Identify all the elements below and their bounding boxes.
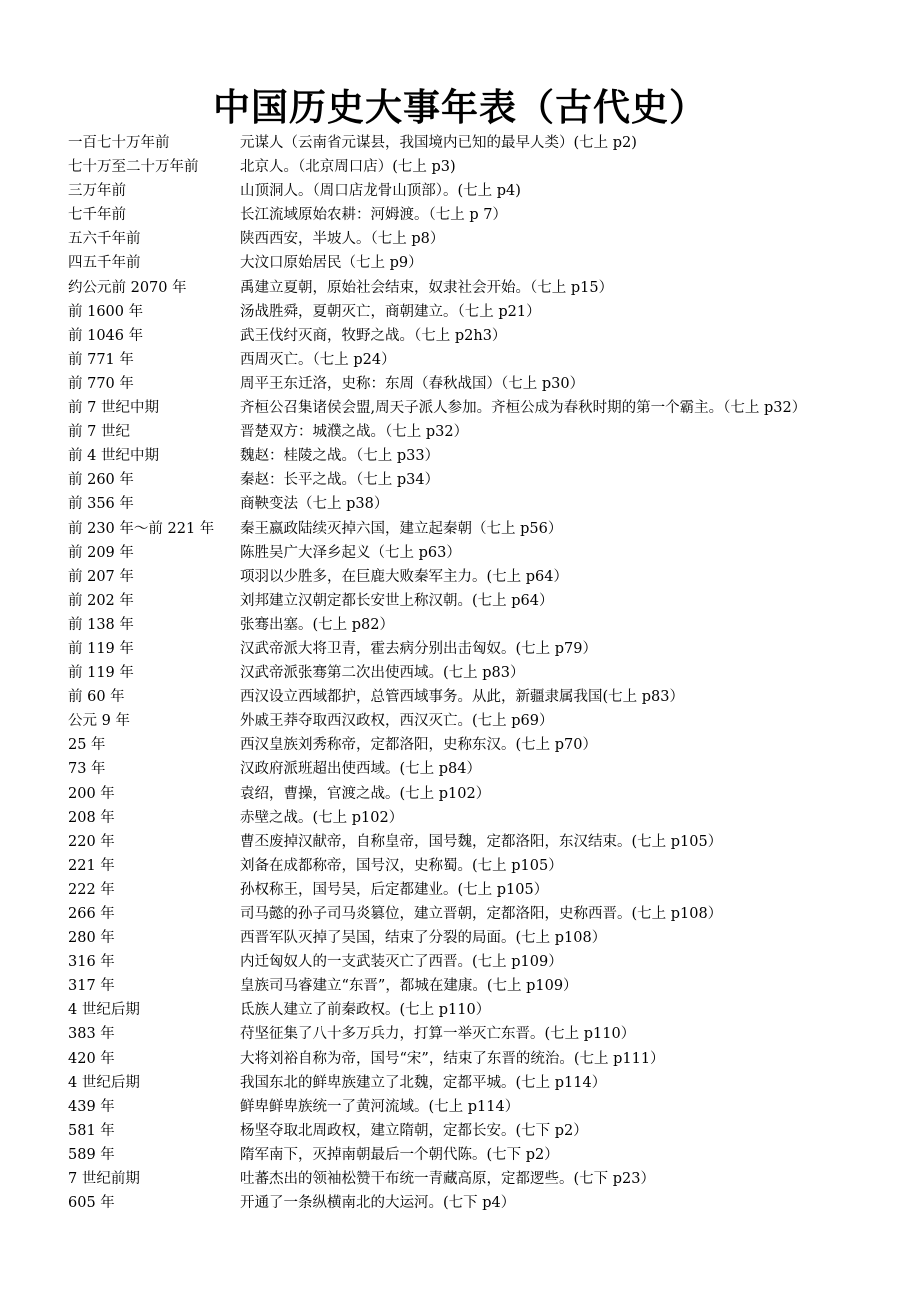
timeline-date: 四五千年前 <box>68 255 141 272</box>
timeline-event: 西汉皇族刘秀称帝，定都洛阳，史称东汉。(七上 p70） <box>240 737 597 754</box>
timeline-date: 73 年 <box>68 761 106 778</box>
timeline-date: 208 年 <box>68 809 115 826</box>
timeline-event: 大将刘裕自称为帝，国号“宋”，结束了东晋的统治。(七上 p111） <box>240 1050 665 1067</box>
timeline-row <box>68 854 908 878</box>
timeline-row <box>68 1119 908 1143</box>
timeline-date: 前 356 年 <box>68 496 134 513</box>
timeline-event: 秦王嬴政陆续灭掉六国，建立起秦朝（七上 p56） <box>240 520 563 537</box>
timeline-row <box>68 613 908 637</box>
timeline-event: 西周灭亡。（七上 p24） <box>240 351 396 368</box>
timeline-row <box>68 998 908 1022</box>
timeline-event: 禹建立夏朝，原始社会结束，奴隶社会开始。（七上 p15） <box>240 279 614 296</box>
timeline-date: 220 年 <box>68 833 115 850</box>
timeline-row <box>68 348 908 372</box>
timeline-date: 280 年 <box>68 930 115 947</box>
timeline-row <box>68 782 908 806</box>
timeline-row <box>68 709 908 733</box>
timeline-row <box>68 950 908 974</box>
timeline-event: 北京人。（北京周口店）(七上 p3) <box>240 159 456 176</box>
timeline-row <box>68 902 908 926</box>
timeline-event: 鲜卑鲜卑族统一了黄河流域。(七上 p114） <box>240 1098 520 1115</box>
timeline-date: 前 1046 年 <box>68 327 144 344</box>
timeline-event: 赤壁之战。(七上 p102） <box>240 809 404 826</box>
timeline-row <box>68 878 908 902</box>
timeline-event: 汉武帝派张骞第二次出使西域。(七上 p83） <box>240 665 525 682</box>
timeline-event: 商鞅变法（七上 p38） <box>240 496 389 513</box>
timeline-date: 前 230 年～前 221 年 <box>68 520 215 537</box>
timeline-row <box>68 589 908 613</box>
timeline-date: 前 60 年 <box>68 689 125 706</box>
timeline-date: 221 年 <box>68 857 115 874</box>
timeline-event: 陕西西安，半坡人。（七上 p8） <box>240 231 445 248</box>
page-title: 中国历史大事年表（古代史） <box>213 85 707 129</box>
timeline-event: 皇族司马睿建立“东晋”，都城在建康。(七上 p109） <box>240 978 578 995</box>
timeline-date: 605 年 <box>68 1195 115 1212</box>
timeline-date: 316 年 <box>68 954 115 971</box>
timeline-row <box>68 300 908 324</box>
timeline-row <box>68 1191 908 1215</box>
timeline-date: 前 260 年 <box>68 472 134 489</box>
timeline-date: 589 年 <box>68 1146 115 1163</box>
timeline-event: 隋军南下，灭掉南朝最后一个朝代陈。(七下 p2） <box>240 1146 559 1163</box>
timeline-date: 前 207 年 <box>68 568 134 585</box>
timeline-event: 晋楚双方：城濮之战。（七上 p32） <box>240 424 469 441</box>
timeline-event: 刘备在成都称帝，国号汉，史称蜀。(七上 p105） <box>240 857 563 874</box>
timeline-date: 五六千年前 <box>68 231 141 248</box>
timeline-event: 西汉设立西域都护，总管西域事务。从此，新疆隶属我国(七上 p83） <box>240 689 684 706</box>
timeline-event: 汉武帝派大将卫青，霍去病分别出击匈奴。(七上 p79） <box>240 640 597 657</box>
timeline-event: 周平王东迁洛，史称：东周（春秋战国）（七上 p30） <box>240 375 585 392</box>
timeline-row <box>68 733 908 757</box>
timeline-event: 刘邦建立汉朝定都长安世上称汉朝。(七上 p64） <box>240 592 554 609</box>
timeline-row <box>68 444 908 468</box>
timeline-date: 前 771 年 <box>68 351 134 368</box>
timeline-event: 外戚王莽夺取西汉政权，西汉灭亡。(七上 p69） <box>240 713 554 730</box>
timeline-event: 我国东北的鲜卑族建立了北魏，定都平城。(七上 p114） <box>240 1074 607 1091</box>
timeline-event: 齐桓公召集诸侯会盟,周天子派人参加。齐桓公成为春秋时期的第一个霸主。（七上 p32） <box>240 400 807 417</box>
timeline-row <box>68 565 908 589</box>
timeline-date: 一百七十万年前 <box>68 135 170 151</box>
timeline-event: 西晋军队灭掉了吴国，结束了分裂的局面。(七上 p108） <box>240 930 607 947</box>
timeline-date: 前 209 年 <box>68 544 134 561</box>
timeline-date: 7 世纪前期 <box>68 1171 140 1188</box>
timeline-list <box>68 131 908 1215</box>
timeline-event: 秦赵：长平之战。（七上 p34） <box>240 472 440 489</box>
timeline-row <box>68 926 908 950</box>
timeline-date: 前 119 年 <box>68 665 134 682</box>
timeline-row <box>68 179 908 203</box>
timeline-date: 公元 9 年 <box>68 713 130 730</box>
timeline-row <box>68 396 908 420</box>
timeline-date: 前 1600 年 <box>68 303 144 320</box>
timeline-row <box>68 1071 908 1095</box>
timeline-event: 开通了一条纵横南北的大运河。(七下 p4） <box>240 1195 516 1212</box>
timeline-row <box>68 1167 908 1191</box>
timeline-event: 张骞出塞。(七上 p82） <box>240 616 394 633</box>
timeline-row <box>68 1022 908 1046</box>
timeline-row <box>68 492 908 516</box>
timeline-row <box>68 420 908 444</box>
timeline-date: 约公元前 2070 年 <box>68 279 187 296</box>
timeline-row <box>68 131 908 155</box>
timeline-event: 杨坚夺取北周政权，建立隋朝，定都长安。(七下 p2） <box>240 1122 588 1139</box>
timeline-date: 200 年 <box>68 785 115 802</box>
timeline-row <box>68 1143 908 1167</box>
timeline-event: 司马懿的孙子司马炎篡位，建立晋朝，定都洛阳，史称西晋。(七上 p108） <box>240 906 723 922</box>
timeline-row <box>68 372 908 396</box>
timeline-date: 4 世纪后期 <box>68 1002 140 1019</box>
timeline-event: 汤战胜舜，夏朝灭亡，商朝建立。（七上 p21） <box>240 303 541 320</box>
timeline-event: 武王伐纣灭商，牧野之战。（七上 p2h3） <box>240 327 507 344</box>
timeline-event: 苻坚征集了八十多万兵力，打算一举灭亡东晋。(七上 p110） <box>240 1026 636 1043</box>
timeline-row <box>68 830 908 854</box>
timeline-date: 383 年 <box>68 1026 115 1043</box>
timeline-event: 山顶洞人。（周口店龙骨山顶部）。(七上 p4) <box>240 183 521 200</box>
timeline-row <box>68 1095 908 1119</box>
timeline-date: 前 7 世纪中期 <box>68 400 159 417</box>
timeline-event: 氐族人建立了前秦政权。(七上 p110） <box>240 1002 491 1019</box>
timeline-date: 前 4 世纪中期 <box>68 448 159 465</box>
timeline-date: 25 年 <box>68 737 106 754</box>
timeline-event: 陈胜吴广大泽乡起义（七上 p63） <box>240 544 461 561</box>
timeline-row <box>68 468 908 492</box>
timeline-row <box>68 806 908 830</box>
timeline-event: 袁绍，曹操，官渡之战。(七上 p102） <box>240 785 491 802</box>
timeline-date: 前 138 年 <box>68 616 134 633</box>
timeline-row <box>68 974 908 998</box>
timeline-date: 4 世纪后期 <box>68 1074 140 1091</box>
timeline-event: 汉政府派班超出使西域。(七上 p84） <box>240 761 481 778</box>
timeline-event: 项羽以少胜多，在巨鹿大败秦军主力。(七上 p64） <box>240 568 568 585</box>
timeline-event: 吐蕃杰出的领袖松赞干布统一青藏高原，定都逻些。(七下 p23） <box>240 1171 655 1188</box>
timeline-row <box>68 637 908 661</box>
timeline-date: 七十万至二十万年前 <box>68 159 199 176</box>
timeline-event: 魏赵：桂陵之战。（七上 p33） <box>240 448 440 465</box>
timeline-event: 元谋人（云南省元谋县，我国境内已知的最早人类）(七上 p2) <box>240 135 637 151</box>
timeline-row <box>68 203 908 227</box>
timeline-date: 前 7 世纪 <box>68 424 130 441</box>
timeline-row <box>68 685 908 709</box>
timeline-row <box>68 276 908 300</box>
timeline-date: 266 年 <box>68 906 115 922</box>
timeline-date: 439 年 <box>68 1098 115 1115</box>
timeline-date: 前 119 年 <box>68 640 134 657</box>
timeline-row <box>68 517 908 541</box>
timeline-row <box>68 1047 908 1071</box>
timeline-event: 长江流域原始农耕：河姆渡。（七上 p 7） <box>240 207 507 224</box>
timeline-event: 曹丕废掉汉献帝，自称皇帝，国号魏，定都洛阳，东汉结束。(七上 p105） <box>240 833 723 850</box>
timeline-date: 前 770 年 <box>68 375 134 392</box>
timeline-date: 317 年 <box>68 978 115 995</box>
timeline-event: 孙权称王，国号吴，后定都建业。(七上 p105） <box>240 881 549 898</box>
timeline-row <box>68 541 908 565</box>
timeline-date: 七千年前 <box>68 207 126 224</box>
timeline-row <box>68 251 908 275</box>
timeline-event: 内迁匈奴人的一支武装灭亡了西晋。(七上 p109） <box>240 954 563 971</box>
timeline-row <box>68 227 908 251</box>
timeline-row <box>68 324 908 348</box>
timeline-row <box>68 155 908 179</box>
timeline-date: 前 202 年 <box>68 592 134 609</box>
timeline-event: 大汶口原始居民（七上 p9） <box>240 255 423 272</box>
timeline-date: 三万年前 <box>68 183 126 200</box>
timeline-date: 222 年 <box>68 881 115 898</box>
timeline-row <box>68 661 908 685</box>
timeline-date: 420 年 <box>68 1050 115 1067</box>
timeline-row <box>68 757 908 781</box>
timeline-date: 581 年 <box>68 1122 115 1139</box>
